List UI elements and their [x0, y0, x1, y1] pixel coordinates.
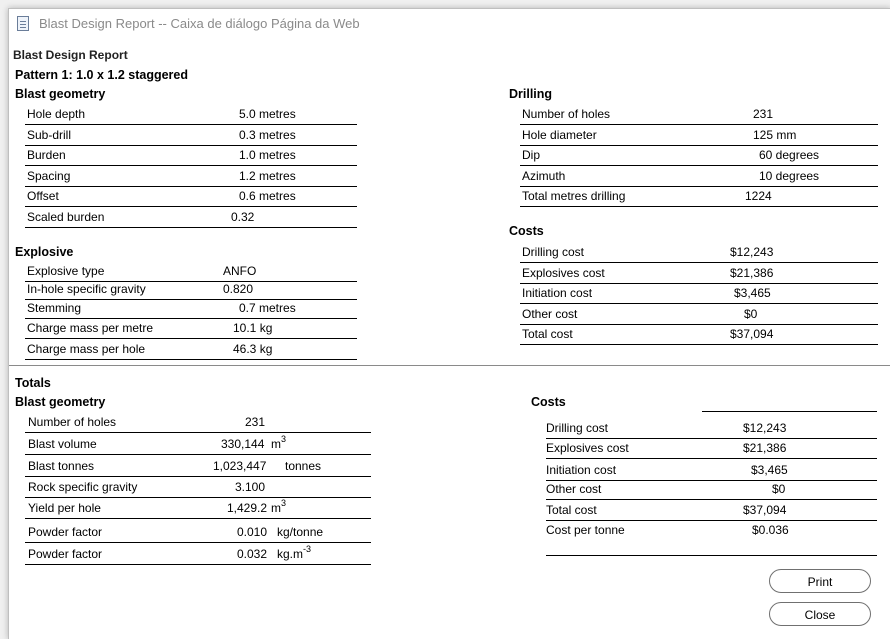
- row-value: 330,144: [221, 437, 265, 451]
- unit-exponent: 3: [281, 498, 287, 508]
- pattern-heading: Pattern 1: 1.0 x 1.2 staggered: [15, 68, 188, 82]
- table-row: [25, 340, 357, 360]
- row-label: Powder factor: [28, 547, 103, 561]
- row-value: $3,465: [751, 463, 788, 477]
- row-label: Sub-drill: [27, 127, 72, 142]
- row-label: Other cost: [546, 482, 602, 496]
- row-value: 1224: [745, 189, 772, 203]
- table-row: [25, 146, 357, 166]
- row-value: 10 degrees: [759, 168, 820, 183]
- row-value: 1,023,447: [213, 459, 267, 473]
- table-row: [520, 284, 878, 304]
- row-value: $0: [744, 306, 758, 321]
- row-value: 231: [245, 415, 266, 429]
- row-value: 231: [753, 107, 774, 121]
- row-label: Dip: [522, 148, 541, 162]
- row-label: Total metres drilling: [522, 189, 626, 203]
- row-value: 1.2 metres: [239, 168, 296, 183]
- table-row: [25, 413, 371, 433]
- row-value: $12,243: [743, 421, 787, 435]
- table-row: [25, 208, 357, 228]
- table-row: [520, 243, 878, 263]
- table-row: [546, 521, 877, 541]
- table-row: [520, 264, 878, 284]
- table-row: [25, 319, 357, 339]
- unit-exponent: -3: [303, 544, 312, 554]
- row-value: 1.0 metres: [239, 148, 296, 162]
- table-row: [520, 146, 878, 166]
- print-button[interactable]: Print: [769, 569, 871, 593]
- row-unit: [285, 459, 321, 473]
- unit-text: m: [271, 501, 281, 515]
- row-label: Stemming: [27, 301, 82, 315]
- row-value: $12,243: [730, 245, 774, 259]
- unit-exponent: 3: [281, 434, 287, 444]
- row-value: $21,386: [730, 265, 774, 280]
- row-value: $37,094: [743, 503, 787, 517]
- row-label: Drilling cost: [546, 421, 609, 435]
- report-content: [9, 9, 890, 639]
- close-button[interactable]: Close: [769, 602, 871, 626]
- table-row: [25, 478, 371, 498]
- unit-text: tonnes: [285, 459, 322, 473]
- row-label: Explosives cost: [546, 441, 629, 455]
- row-value: 125 mm: [753, 127, 797, 142]
- row-value: 0.032: [237, 547, 268, 561]
- row-label: Explosive type: [27, 264, 105, 278]
- row-value: 10.1 kg: [233, 321, 273, 335]
- row-value: 0.6 metres: [239, 189, 296, 203]
- table-row: [546, 439, 877, 459]
- row-label: Azimuth: [522, 168, 566, 183]
- row-label: Scaled burden: [27, 209, 105, 224]
- row-label: Hole depth: [27, 107, 86, 121]
- row-value: $37,094: [730, 327, 774, 341]
- drilling-heading: Drilling: [509, 87, 553, 101]
- table-row: [520, 187, 878, 207]
- row-unit: [277, 525, 323, 539]
- row-label: Drilling cost: [522, 245, 585, 259]
- table-row: [520, 305, 878, 325]
- row-label: Offset: [27, 189, 59, 203]
- row-label: Number of holes: [522, 107, 611, 121]
- row-value: $0.036: [752, 523, 789, 537]
- table-row: [25, 105, 357, 125]
- row-label: Explosives cost: [522, 265, 605, 280]
- unit-text: kg.m: [277, 547, 304, 561]
- report-title: Blast Design Report: [13, 48, 128, 62]
- row-label: Spacing: [27, 168, 71, 183]
- totals-costs-heading: Costs: [531, 395, 566, 409]
- row-value: 0.820: [223, 282, 254, 296]
- row-label: Blast volume: [28, 437, 97, 451]
- explosive-heading: Explosive: [15, 245, 74, 259]
- table-row: [25, 435, 371, 455]
- row-label: Yield per hole: [28, 501, 101, 515]
- table-row: [25, 167, 357, 187]
- totals-blast-geometry-heading: Blast geometry: [15, 395, 106, 409]
- costs-heading: Costs: [509, 224, 544, 238]
- row-value: ANFO: [223, 264, 257, 278]
- row-value: $21,386: [743, 441, 787, 455]
- table-row: [25, 457, 371, 477]
- section-divider: [9, 365, 890, 366]
- table-row: [546, 419, 877, 439]
- totals-heading: Totals: [15, 376, 51, 390]
- dialog-window: [8, 8, 890, 639]
- row-value: 0.3 metres: [239, 127, 296, 142]
- table-row: [25, 545, 371, 565]
- row-value: $0: [772, 482, 786, 496]
- unit-text: m: [271, 437, 281, 451]
- row-value: $3,465: [734, 286, 771, 300]
- row-label: Rock specific gravity: [28, 480, 138, 494]
- row-label: Charge mass per hole: [27, 342, 146, 356]
- table-row: [25, 187, 357, 207]
- row-unit: [271, 498, 287, 515]
- row-value: 0.010: [237, 525, 268, 539]
- row-label: Charge mass per metre: [27, 321, 154, 335]
- row-unit: [271, 434, 287, 451]
- row-label: Powder factor: [28, 525, 103, 539]
- table-row: [520, 167, 878, 187]
- unit-text: kg/tonne: [277, 525, 324, 539]
- costs-top-rule: [702, 411, 877, 412]
- table-row: [546, 480, 877, 500]
- row-label: Initiation cost: [522, 286, 593, 300]
- costs-bottom-rule: [546, 555, 877, 556]
- row-label: Number of holes: [28, 415, 117, 429]
- row-label: Total cost: [546, 503, 597, 517]
- table-row: [25, 262, 357, 282]
- row-label: Blast tonnes: [28, 459, 95, 473]
- row-value: 60 degrees: [759, 148, 820, 162]
- row-value: 3.100: [235, 480, 266, 494]
- row-value: 1,429.2: [227, 501, 268, 515]
- row-label: Other cost: [522, 306, 578, 321]
- table-row: [25, 299, 357, 319]
- row-unit: [277, 544, 312, 561]
- row-label: Hole diameter: [522, 127, 597, 142]
- row-value: 46.3 kg: [233, 342, 273, 356]
- row-label: Burden: [27, 148, 66, 162]
- table-row: [25, 499, 371, 519]
- table-row: [520, 126, 878, 146]
- table-row: [546, 461, 877, 481]
- row-value: 0.32: [231, 209, 255, 224]
- row-label: In-hole specific gravity: [27, 282, 146, 296]
- table-row: [546, 501, 877, 521]
- row-value: 5.0 metres: [239, 107, 296, 121]
- table-row: [25, 126, 357, 146]
- table-row: [520, 325, 878, 345]
- row-label: Total cost: [522, 327, 573, 341]
- table-row: [25, 280, 357, 300]
- row-label: Initiation cost: [546, 463, 617, 477]
- row-label: Cost per tonne: [546, 523, 625, 537]
- blast-geometry-heading: Blast geometry: [15, 87, 106, 101]
- table-row: [25, 523, 371, 543]
- table-row: [520, 105, 878, 125]
- window-title: Blast Design Report -- Caixa de diálogo Página da Web: [39, 16, 360, 31]
- row-value: 0.7 metres: [239, 301, 296, 315]
